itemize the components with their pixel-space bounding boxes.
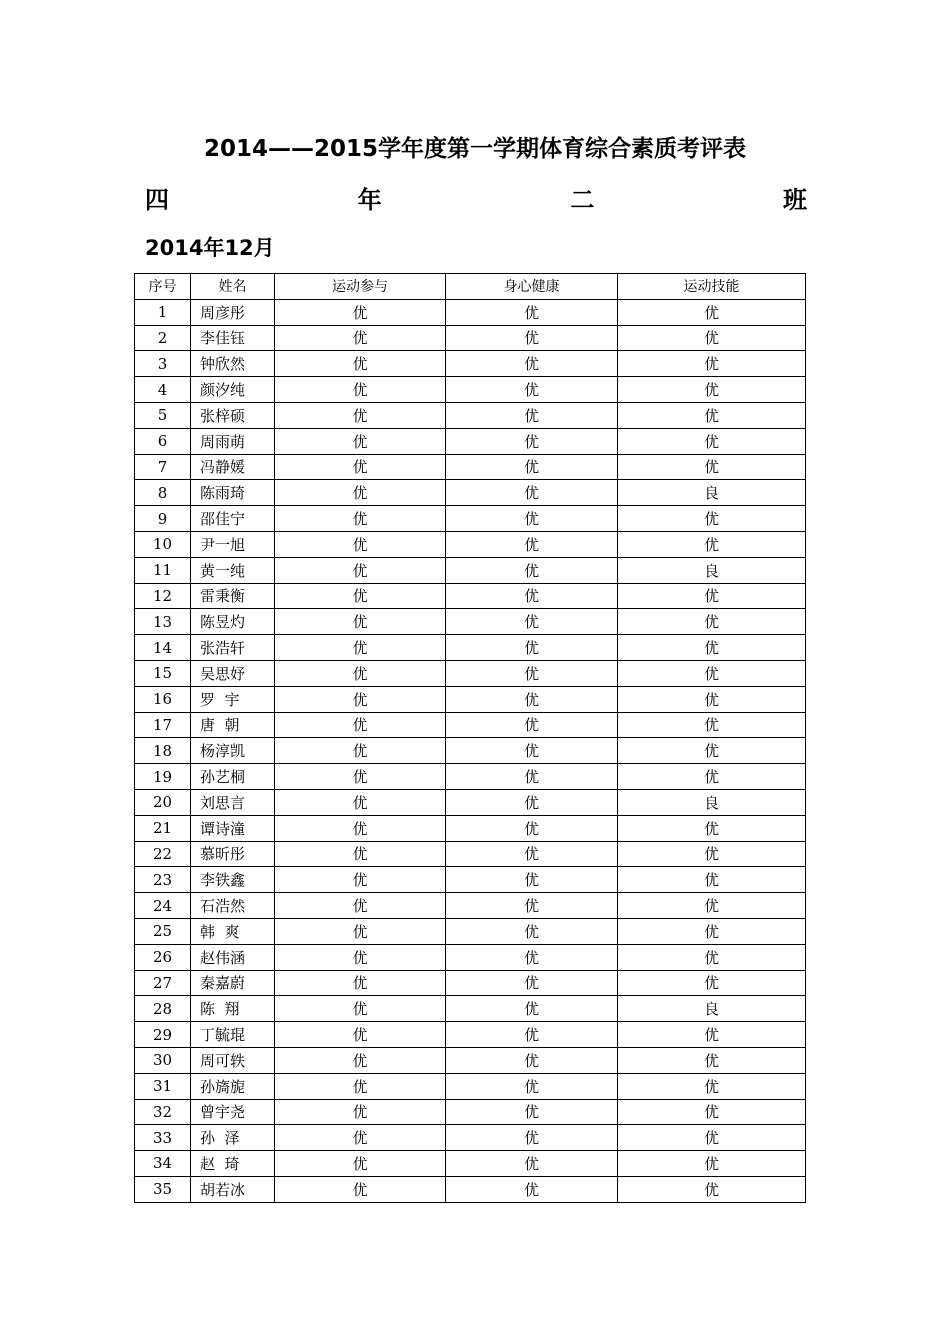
cell-name: 丁毓琨 (191, 1022, 275, 1048)
cell-name: 黄一纯 (191, 557, 275, 583)
cell-sports-participation: 优 (275, 660, 446, 686)
cell-sports-participation: 优 (275, 944, 446, 970)
cell-sports-skills: 良 (618, 996, 806, 1022)
cell-number: 14 (135, 635, 191, 661)
cell-sports-skills: 优 (618, 377, 806, 403)
table-row (135, 944, 806, 970)
cell-physical-mental-health: 优 (446, 635, 618, 661)
cell-sports-participation: 优 (275, 506, 446, 532)
table-row (135, 402, 806, 428)
table-row (135, 1176, 806, 1202)
cell-sports-participation: 优 (275, 1022, 446, 1048)
table-row (135, 970, 806, 996)
cell-sports-skills: 优 (618, 325, 806, 351)
cell-sports-participation: 优 (275, 815, 446, 841)
cell-name: 唐 朝 (191, 712, 275, 738)
cell-sports-participation: 优 (275, 480, 446, 506)
cell-name: 张梓硕 (191, 402, 275, 428)
cell-physical-mental-health: 优 (446, 325, 618, 351)
table-row (135, 996, 806, 1022)
cell-name: 秦嘉蔚 (191, 970, 275, 996)
cell-physical-mental-health: 优 (446, 1125, 618, 1151)
table-row (135, 686, 806, 712)
cell-sports-skills: 优 (618, 531, 806, 557)
cell-sports-participation: 优 (275, 686, 446, 712)
cell-sports-participation: 优 (275, 1176, 446, 1202)
cell-name: 陈雨琦 (191, 480, 275, 506)
cell-sports-skills: 优 (618, 686, 806, 712)
cell-name: 雷秉衡 (191, 583, 275, 609)
cell-number: 33 (135, 1125, 191, 1151)
cell-sports-participation: 优 (275, 712, 446, 738)
document-date: 2014年12月 (145, 236, 275, 260)
cell-name: 胡若冰 (191, 1176, 275, 1202)
cell-sports-skills: 优 (618, 970, 806, 996)
table-row (135, 454, 806, 480)
cell-number: 5 (135, 402, 191, 428)
table-row (135, 299, 806, 325)
cell-physical-mental-health: 优 (446, 609, 618, 635)
cell-physical-mental-health: 优 (446, 996, 618, 1022)
cell-sports-skills: 优 (618, 1022, 806, 1048)
cell-sports-skills: 优 (618, 428, 806, 454)
cell-sports-skills: 良 (618, 789, 806, 815)
cell-physical-mental-health: 优 (446, 351, 618, 377)
table-row (135, 918, 806, 944)
cell-physical-mental-health: 优 (446, 815, 618, 841)
cell-name: 赵 琦 (191, 1151, 275, 1177)
cell-sports-participation: 优 (275, 609, 446, 635)
cell-sports-skills: 优 (618, 1125, 806, 1151)
cell-number: 21 (135, 815, 191, 841)
cell-number: 4 (135, 377, 191, 403)
cell-name: 孙 泽 (191, 1125, 275, 1151)
cell-name: 吴思妤 (191, 660, 275, 686)
cell-sports-participation: 优 (275, 583, 446, 609)
cell-number: 1 (135, 299, 191, 325)
table-row (135, 660, 806, 686)
cell-name: 罗 宇 (191, 686, 275, 712)
class-grade-char: 四 (145, 186, 169, 214)
table-row (135, 480, 806, 506)
table-row (135, 738, 806, 764)
cell-name: 石浩然 (191, 893, 275, 919)
cell-number: 11 (135, 557, 191, 583)
cell-name: 陈 翔 (191, 996, 275, 1022)
cell-physical-mental-health: 优 (446, 867, 618, 893)
cell-name: 刘思言 (191, 789, 275, 815)
cell-sports-participation: 优 (275, 325, 446, 351)
cell-name: 孙旖旎 (191, 1073, 275, 1099)
cell-physical-mental-health: 优 (446, 506, 618, 532)
cell-name: 冯静媛 (191, 454, 275, 480)
cell-sports-skills: 良 (618, 557, 806, 583)
cell-physical-mental-health: 优 (446, 944, 618, 970)
table-row (135, 1099, 806, 1125)
header-sports-skills: 运动技能 (618, 274, 806, 300)
table-row (135, 764, 806, 790)
cell-name: 周雨萌 (191, 428, 275, 454)
cell-sports-skills: 优 (618, 764, 806, 790)
cell-sports-participation: 优 (275, 299, 446, 325)
class-class-char: 班 (782, 186, 807, 214)
cell-sports-participation: 优 (275, 996, 446, 1022)
cell-name: 张浩轩 (191, 635, 275, 661)
header-sports-participation: 运动参与 (275, 274, 446, 300)
cell-name: 孙艺桐 (191, 764, 275, 790)
cell-sports-skills: 优 (618, 712, 806, 738)
cell-number: 17 (135, 712, 191, 738)
cell-number: 30 (135, 1047, 191, 1073)
cell-sports-participation: 优 (275, 402, 446, 428)
cell-name: 尹一旭 (191, 531, 275, 557)
cell-physical-mental-health: 优 (446, 1073, 618, 1099)
evaluation-table (134, 273, 806, 1203)
cell-sports-skills: 优 (618, 944, 806, 970)
cell-sports-skills: 优 (618, 1099, 806, 1125)
cell-sports-participation: 优 (275, 557, 446, 583)
header-name: 姓名 (191, 274, 275, 300)
cell-physical-mental-health: 优 (446, 531, 618, 557)
table-row (135, 893, 806, 919)
table-row (135, 712, 806, 738)
cell-sports-skills: 优 (618, 402, 806, 428)
cell-sports-participation: 优 (275, 738, 446, 764)
cell-physical-mental-health: 优 (446, 583, 618, 609)
cell-sports-participation: 优 (275, 841, 446, 867)
cell-sports-skills: 优 (618, 299, 806, 325)
cell-physical-mental-health: 优 (446, 402, 618, 428)
table-row (135, 506, 806, 532)
cell-sports-participation: 优 (275, 918, 446, 944)
cell-physical-mental-health: 优 (446, 1022, 618, 1048)
cell-physical-mental-health: 优 (446, 299, 618, 325)
cell-number: 12 (135, 583, 191, 609)
cell-number: 15 (135, 660, 191, 686)
cell-physical-mental-health: 优 (446, 841, 618, 867)
table-row (135, 531, 806, 557)
cell-number: 6 (135, 428, 191, 454)
cell-sports-skills: 良 (618, 480, 806, 506)
cell-sports-skills: 优 (618, 609, 806, 635)
cell-sports-participation: 优 (275, 893, 446, 919)
cell-name: 韩 爽 (191, 918, 275, 944)
cell-number: 22 (135, 841, 191, 867)
cell-physical-mental-health: 优 (446, 764, 618, 790)
cell-number: 2 (135, 325, 191, 351)
cell-number: 24 (135, 893, 191, 919)
class-number-char: 二 (570, 186, 595, 214)
cell-name: 慕昕彤 (191, 841, 275, 867)
table-row (135, 377, 806, 403)
cell-name: 李铁鑫 (191, 867, 275, 893)
table-header-row (135, 274, 806, 300)
cell-number: 28 (135, 996, 191, 1022)
cell-number: 8 (135, 480, 191, 506)
table-row (135, 325, 806, 351)
cell-sports-skills: 优 (618, 506, 806, 532)
cell-sports-participation: 优 (275, 1125, 446, 1151)
table-row (135, 351, 806, 377)
cell-sports-participation: 优 (275, 531, 446, 557)
cell-physical-mental-health: 优 (446, 789, 618, 815)
cell-sports-participation: 优 (275, 351, 446, 377)
cell-sports-skills: 优 (618, 454, 806, 480)
cell-sports-skills: 优 (618, 351, 806, 377)
document-title: 2014——2015学年度第一学期体育综合素质考评表 (203, 136, 747, 162)
cell-physical-mental-health: 优 (446, 428, 618, 454)
cell-physical-mental-health: 优 (446, 557, 618, 583)
cell-number: 25 (135, 918, 191, 944)
cell-sports-participation: 优 (275, 1099, 446, 1125)
cell-name: 赵伟涵 (191, 944, 275, 970)
cell-number: 26 (135, 944, 191, 970)
cell-physical-mental-health: 优 (446, 1151, 618, 1177)
cell-sports-skills: 优 (618, 1073, 806, 1099)
cell-sports-skills: 优 (618, 893, 806, 919)
table-row (135, 557, 806, 583)
cell-number: 31 (135, 1073, 191, 1099)
cell-sports-participation: 优 (275, 454, 446, 480)
class-year-char: 年 (357, 186, 382, 214)
cell-number: 16 (135, 686, 191, 712)
cell-number: 10 (135, 531, 191, 557)
cell-name: 颜汐纯 (191, 377, 275, 403)
table-row (135, 1022, 806, 1048)
cell-sports-participation: 优 (275, 970, 446, 996)
cell-sports-participation: 优 (275, 635, 446, 661)
cell-physical-mental-health: 优 (446, 377, 618, 403)
cell-physical-mental-health: 优 (446, 454, 618, 480)
cell-sports-skills: 优 (618, 815, 806, 841)
class-heading (145, 183, 807, 217)
table-row (135, 1125, 806, 1151)
cell-number: 29 (135, 1022, 191, 1048)
cell-number: 23 (135, 867, 191, 893)
cell-physical-mental-health: 优 (446, 712, 618, 738)
cell-sports-skills: 优 (618, 841, 806, 867)
cell-number: 13 (135, 609, 191, 635)
cell-name: 杨淳凯 (191, 738, 275, 764)
cell-name: 李佳钰 (191, 325, 275, 351)
cell-physical-mental-health: 优 (446, 660, 618, 686)
cell-sports-skills: 优 (618, 635, 806, 661)
table-row (135, 789, 806, 815)
table-row (135, 609, 806, 635)
cell-sports-skills: 优 (618, 1176, 806, 1202)
cell-physical-mental-health: 优 (446, 686, 618, 712)
cell-number: 3 (135, 351, 191, 377)
cell-sports-participation: 优 (275, 1047, 446, 1073)
cell-number: 35 (135, 1176, 191, 1202)
cell-number: 19 (135, 764, 191, 790)
cell-number: 7 (135, 454, 191, 480)
table-row (135, 815, 806, 841)
cell-sports-participation: 优 (275, 789, 446, 815)
cell-physical-mental-health: 优 (446, 1176, 618, 1202)
cell-name: 邵佳宁 (191, 506, 275, 532)
cell-sports-skills: 优 (618, 918, 806, 944)
table-body (135, 299, 806, 1202)
cell-physical-mental-health: 优 (446, 480, 618, 506)
cell-sports-participation: 优 (275, 764, 446, 790)
cell-sports-skills: 优 (618, 583, 806, 609)
cell-physical-mental-health: 优 (446, 918, 618, 944)
cell-sports-participation: 优 (275, 1151, 446, 1177)
table-row (135, 583, 806, 609)
cell-number: 9 (135, 506, 191, 532)
cell-name: 周可轶 (191, 1047, 275, 1073)
cell-sports-skills: 优 (618, 867, 806, 893)
cell-physical-mental-health: 优 (446, 893, 618, 919)
cell-sports-skills: 优 (618, 1047, 806, 1073)
cell-sports-participation: 优 (275, 377, 446, 403)
cell-physical-mental-health: 优 (446, 970, 618, 996)
cell-physical-mental-health: 优 (446, 738, 618, 764)
table-row (135, 428, 806, 454)
cell-name: 谭诗潼 (191, 815, 275, 841)
cell-physical-mental-health: 优 (446, 1099, 618, 1125)
cell-number: 20 (135, 789, 191, 815)
table-row (135, 867, 806, 893)
cell-name: 钟欣然 (191, 351, 275, 377)
cell-sports-participation: 优 (275, 1073, 446, 1099)
cell-name: 周彦彤 (191, 299, 275, 325)
table-row (135, 635, 806, 661)
header-number: 序号 (135, 274, 191, 300)
cell-sports-skills: 优 (618, 1151, 806, 1177)
table-row (135, 1047, 806, 1073)
cell-number: 32 (135, 1099, 191, 1125)
header-physical-mental-health: 身心健康 (446, 274, 618, 300)
cell-sports-skills: 优 (618, 660, 806, 686)
cell-name: 曾宇尧 (191, 1099, 275, 1125)
cell-sports-participation: 优 (275, 428, 446, 454)
table-row (135, 1073, 806, 1099)
table-row (135, 1151, 806, 1177)
cell-physical-mental-health: 优 (446, 1047, 618, 1073)
cell-number: 34 (135, 1151, 191, 1177)
table-row (135, 841, 806, 867)
cell-sports-participation: 优 (275, 867, 446, 893)
cell-sports-skills: 优 (618, 738, 806, 764)
cell-number: 27 (135, 970, 191, 996)
cell-name: 陈昱灼 (191, 609, 275, 635)
cell-number: 18 (135, 738, 191, 764)
